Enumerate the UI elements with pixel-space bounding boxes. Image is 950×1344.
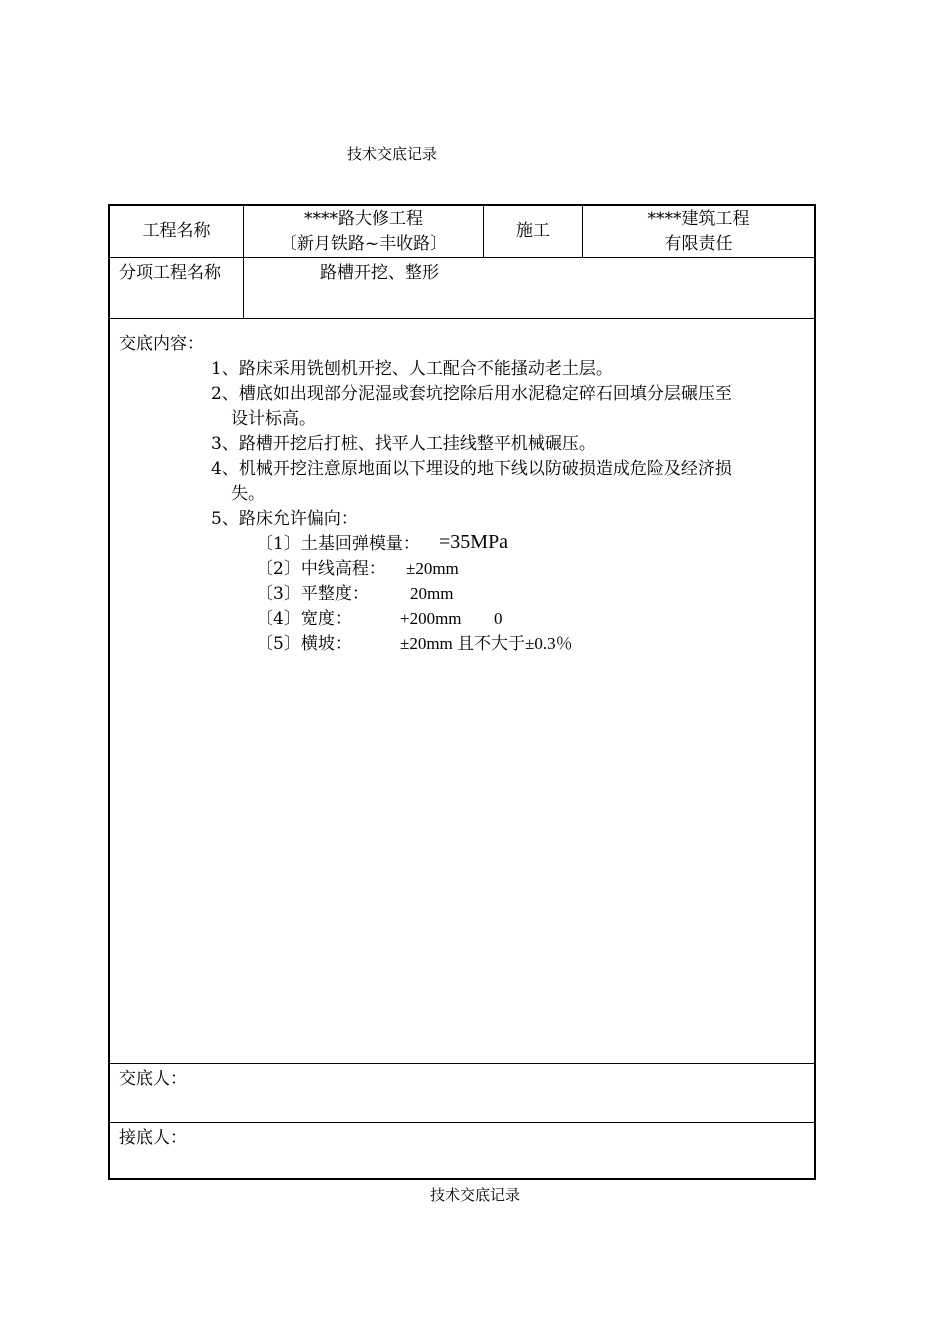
sub-project-value: 路槽开挖、整形 — [320, 263, 439, 283]
tolerance-3-label: 〔3〕平整度： — [256, 584, 369, 604]
construction-label: 施工 — [484, 206, 583, 257]
tolerance-3-value: 20mm — [410, 584, 454, 603]
content-item-2: 2、槽底如出现部分泥湿或套坑挖除后用水泥稳定碎石回填分层碾压至 — [211, 384, 732, 404]
content-item-2-cont: 设计标高。 — [231, 409, 316, 429]
tolerance-4-label: 〔4〕宽度： — [256, 609, 352, 629]
tolerance-1-value: =35MPa — [439, 531, 509, 553]
tolerance-5-value: ±20mm 且不大于±0.3％ — [400, 634, 573, 653]
project-name-value — [244, 206, 484, 257]
content-item-3: 3、路槽开挖后打桩、找平人工挂线整平机械碾压。 — [211, 434, 596, 454]
tolerance-4-value-2: 0 — [494, 609, 503, 628]
project-info-row — [110, 206, 814, 258]
construction-line2: 有限责任 — [664, 233, 733, 254]
footer-title: 技术交底记录 — [429, 1186, 520, 1204]
tolerance-2-value: ±20mm — [406, 559, 459, 578]
content-label: 交底内容： — [119, 334, 204, 354]
document-title: 技术交底记录 — [346, 145, 437, 163]
receiver-row — [110, 1123, 814, 1180]
sub-project-row — [110, 258, 814, 319]
disclosure-record-table — [108, 204, 816, 1180]
sub-project-label: 分项工程名称 — [110, 258, 244, 318]
project-name-line1: ****路大修工程 — [304, 208, 423, 229]
content-item-4-cont: 失。 — [231, 484, 265, 504]
content-item-5: 5、路床允许偏向： — [211, 509, 358, 529]
tolerance-1-label: 〔1〕土基回弹模量： — [256, 534, 420, 554]
disclosure-content — [110, 319, 814, 1063]
tolerance-2-label: 〔2〕中线高程： — [256, 559, 386, 579]
content-item-4: 4、机械开挖注意原地面以下埋设的地下线以防破损造成危险及经济损 — [211, 459, 732, 479]
disclosure-content-row — [110, 319, 814, 1064]
tolerance-5-label: 〔5〕横坡： — [256, 634, 352, 654]
construction-value — [583, 206, 814, 257]
discloser-label: 交底人： — [119, 1069, 187, 1089]
discloser-row — [110, 1064, 814, 1123]
project-name-label: 工程名称 — [110, 206, 244, 257]
receiver-label: 接底人： — [119, 1128, 187, 1148]
construction-line1: ****建筑工程 — [647, 208, 750, 229]
tolerance-4-value: +200mm — [400, 609, 462, 628]
content-item-1: 1、路床采用铣刨机开挖、人工配合不能搔动老土层。 — [211, 359, 613, 379]
project-name-line2: 〔新月铁路~丰收路〕 — [279, 233, 448, 254]
